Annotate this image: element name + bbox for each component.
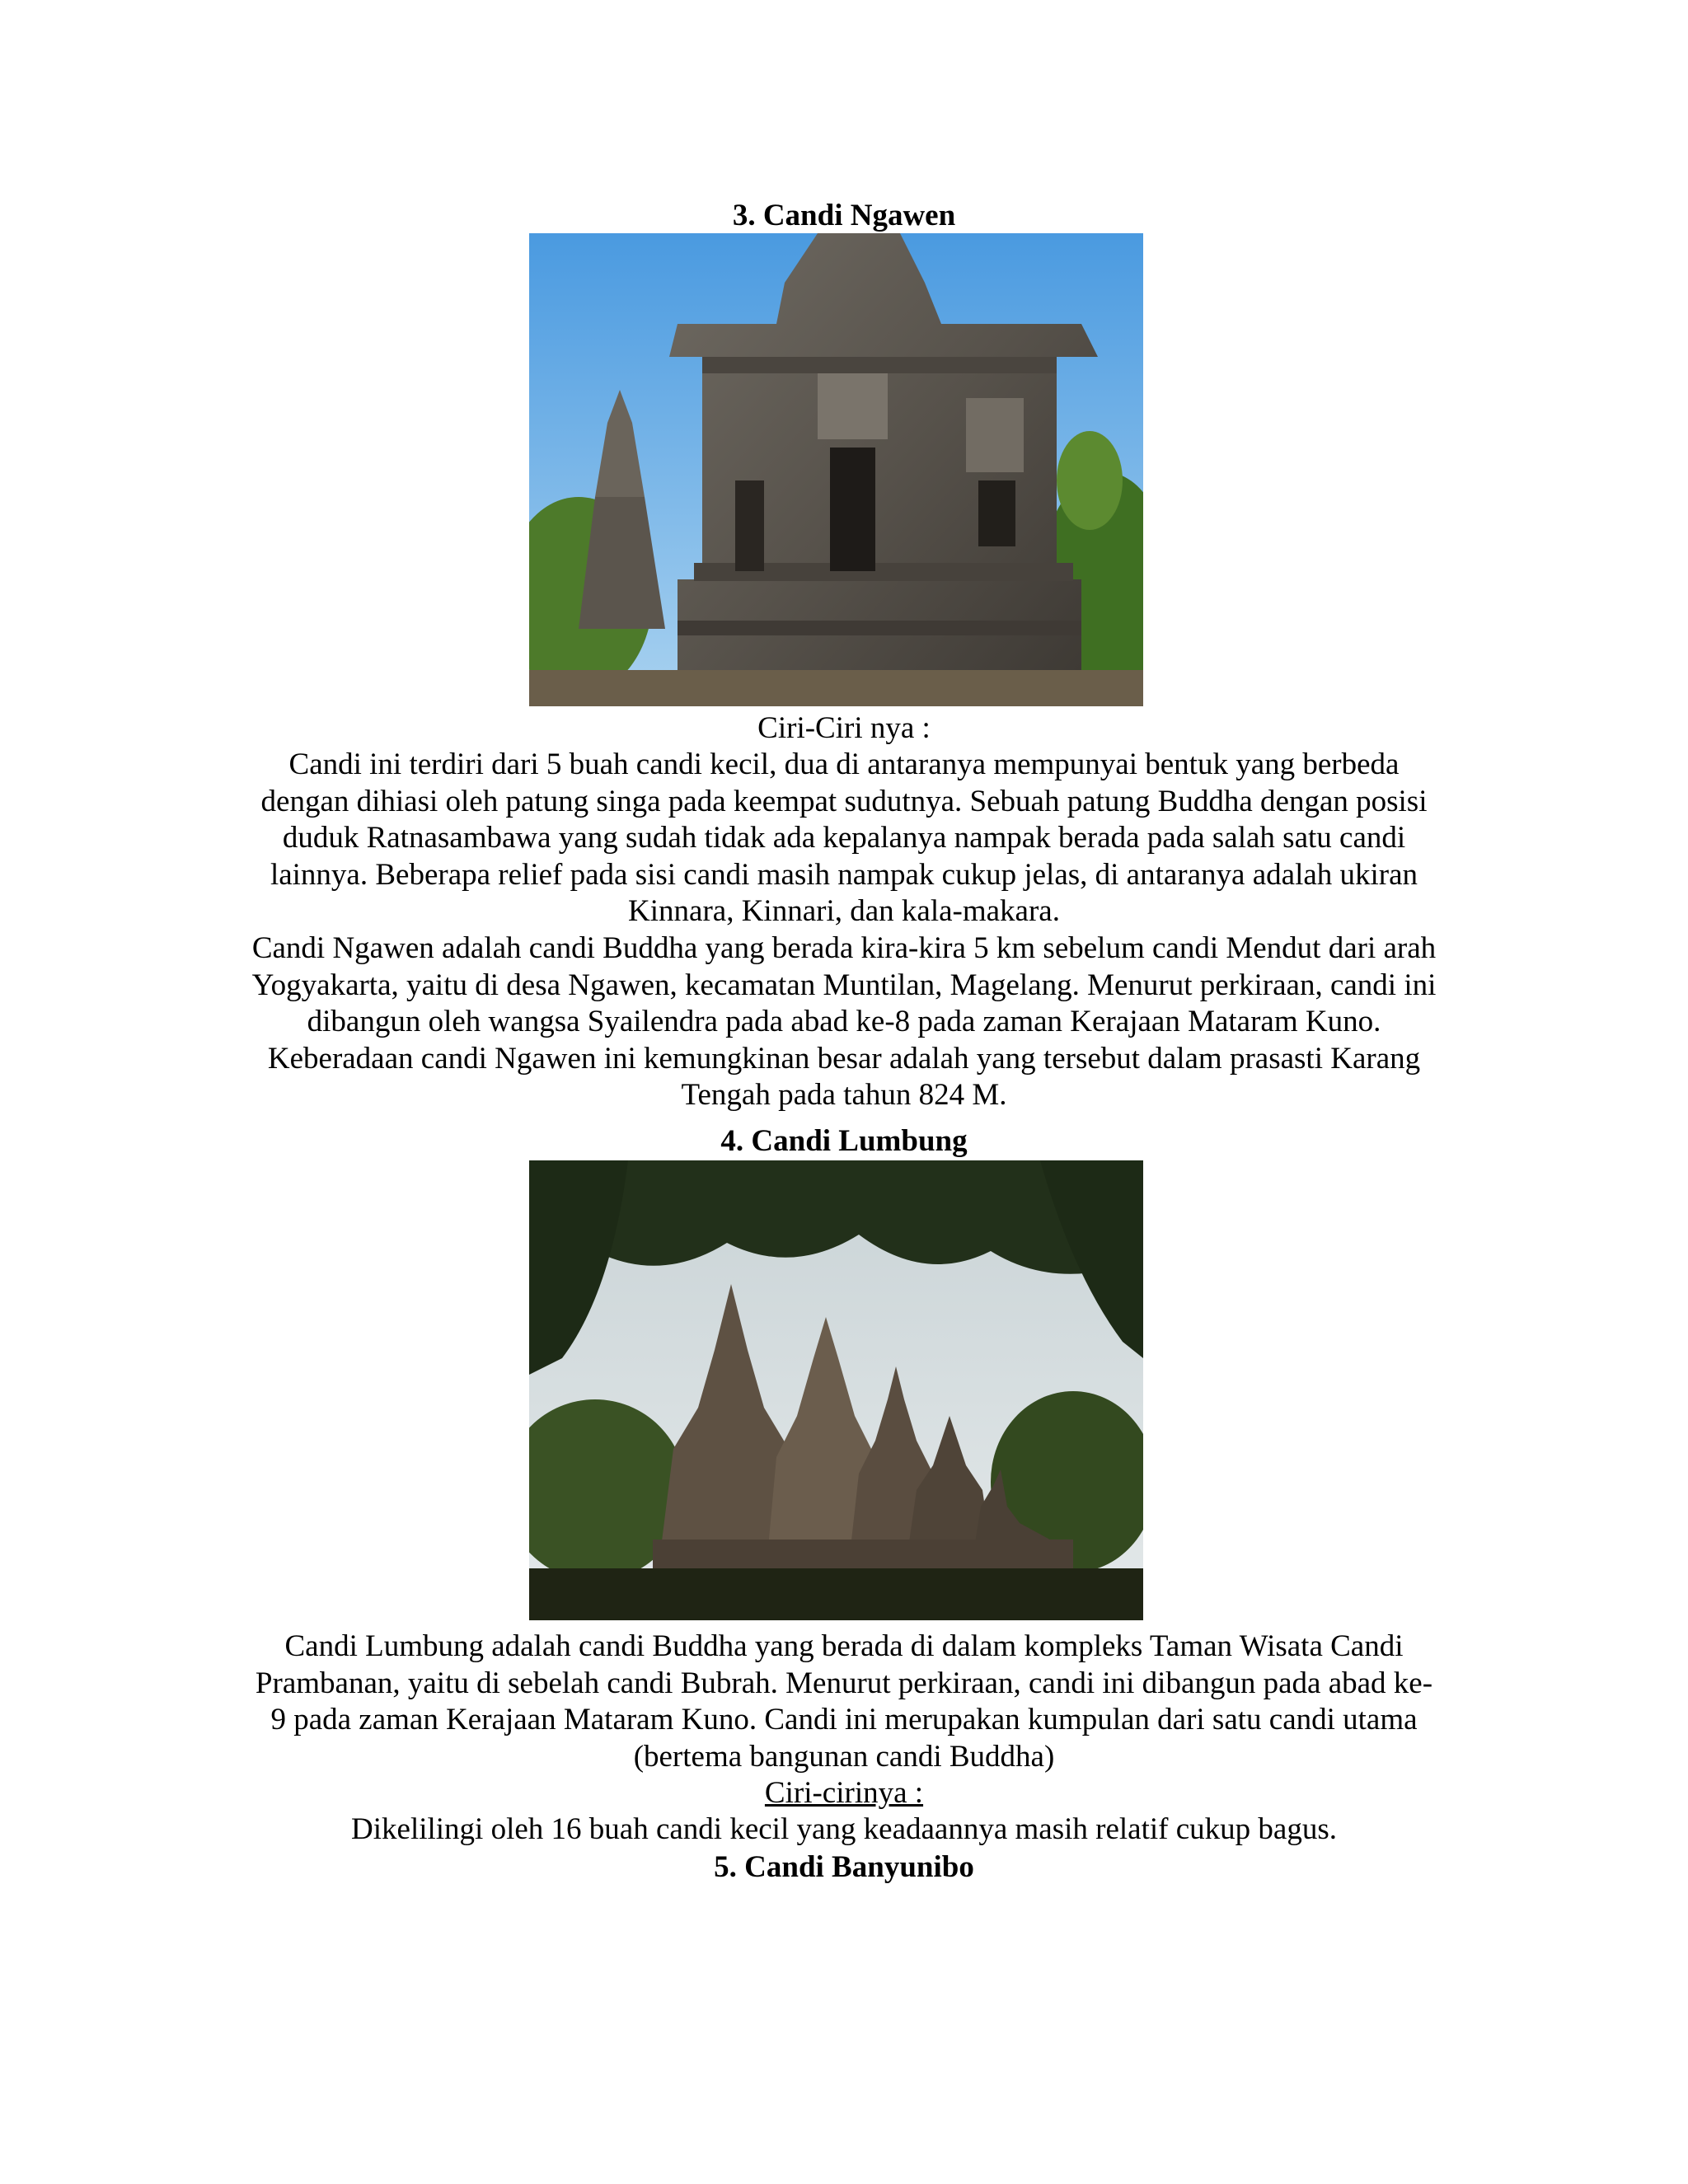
features-label-text: Ciri-cirinya :	[764, 1776, 924, 1810]
features-label-lumbung	[148, 1775, 1540, 1812]
features-line: Candi ini terdiri dari 5 buah candi kecil, dua di antaranya mempunyai bentuk yang berbeda	[288, 748, 1400, 781]
features-line: Dikelilingi oleh 16 buah candi kecil yang keadaannya masih relatif cukup bagus.	[351, 1812, 1337, 1846]
features-line: lainnya. Beberapa relief pada sisi candi masih nampak cukup jelas, di antaranya adalah ukiran	[270, 857, 1418, 892]
description-line: Yogyakarta, yaitu di desa Ngawen, kecamatan Muntilan, Magelang. Menurut perkiraan, candi ini	[251, 968, 1437, 1002]
description-line: 9 pada zaman Kerajaan Mataram Kuno. Candi ini merupakan kumpulan dari satu candi utama	[270, 1703, 1418, 1736]
section-title-lumbung: 4. Candi Lumbung	[720, 1124, 968, 1158]
description-text-lumbung	[148, 1629, 1540, 1775]
features-line: Kinnara, Kinnari, dan kala-makara.	[628, 894, 1060, 928]
description-line: Candi Lumbung adalah candi Buddha yang berada di dalam kompleks Taman Wisata Candi	[284, 1629, 1404, 1663]
description-line: Keberadaan candi Ngawen ini kemungkinan besar adalah yang tersebut dalam prasasti Karang	[267, 1041, 1421, 1076]
description-line: dibangun oleh wangsa Syailendra pada abad ke-8 pada zaman Kerajaan Mataram Kuno.	[307, 1005, 1381, 1038]
features-line: duduk Ratnasambawa yang sudah tidak ada kepalanya nampak berada pada salah satu candi	[282, 821, 1406, 855]
features-text-lumbung	[148, 1811, 1540, 1849]
description-line: Prambanan, yaitu di sebelah candi Bubrah. Menurut perkiraan, candi ini dibangun pada abad ke-	[255, 1666, 1433, 1700]
section-title-ngawen: 3. Candi Ngawen	[732, 199, 956, 232]
description-line: Candi Ngawen adalah candi Buddha yang berada kira-kira 5 km sebelum candi Mendut dari arah	[251, 931, 1437, 965]
features-line: dengan dihiasi oleh patung singa pada keempat sudutnya. Sebuah patung Buddha dengan posisi	[260, 784, 1428, 818]
photo-candi-lumbung	[529, 1160, 1143, 1620]
description-line: (bertema bangunan candi Buddha)	[633, 1739, 1055, 1774]
features-label-ngawen: Ciri-Ciri nya :	[757, 711, 931, 745]
features-text-ngawen	[148, 747, 1540, 930]
photo-candi-ngawen	[529, 233, 1143, 706]
temple-photo-lumbung	[529, 1160, 1143, 1620]
description-line: Tengah pada tahun 824 M.	[681, 1078, 1007, 1112]
temple-photo-ngawen	[529, 233, 1143, 706]
section-title-banyunibo: 5. Candi Banyunibo	[714, 1850, 974, 1884]
description-text-ngawen	[148, 930, 1540, 1114]
